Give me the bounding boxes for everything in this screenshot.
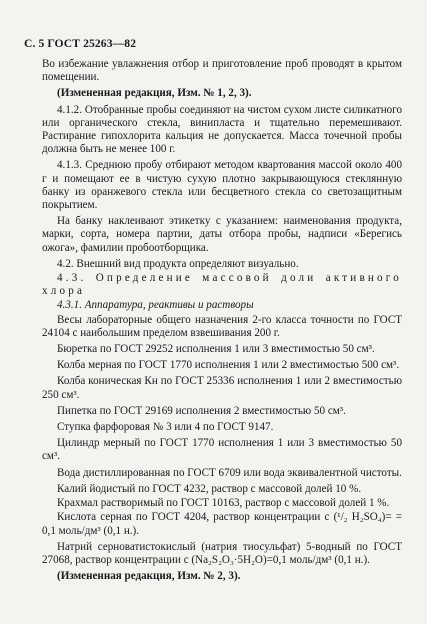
paragraph: На банку наклеивают этикетку с указанием: наименования продукта, марки, сорта, номера партии, даты отбора пробы, надписи «Берегись ожога», фамилии пробоотборщика. [42, 215, 402, 254]
list-item: Кислота серная по ГОСТ 4204, раствор концентрации с (¹/₂ H₂SO₄)= = 0,1 моль/дм³ (0,1 н.). [42, 511, 402, 537]
clause-4-3-heading: 4.3. Определение массовой доли активного хлора [42, 272, 402, 298]
list-item: Весы лабораторные общего назначения 2-го класса точности по ГОСТ 24104 с наибольшим пределом взвешивания 200 г. [42, 313, 402, 339]
list-item: Колба коническая Кн по ГОСТ 25336 исполнения 1 или 2 вместимостью 250 см³. [42, 375, 402, 401]
list-item: Колба мерная по ГОСТ 1770 исполнения 1 или 2 вместимостью 500 см³. [57, 359, 400, 372]
page-body [42, 58, 402, 583]
list-item: Натрий серноватистокислый (натрия тиосульфат) 5-водный по ГОСТ 27068, раствор концентрации с (Na₂S₂O₃·5H₂O)=0,1 моль/дм³ (0,1 н.). [42, 540, 402, 566]
amendment-note: (Измененная редакция, Изм. № 2, 3). [57, 570, 241, 583]
paragraph: Во избежание увлажнения отбор и приготовление проб проводят в крытом помещении. [42, 58, 402, 84]
list-item: Калий йодистый по ГОСТ 4232, раствор с массовой долей 10 %. [57, 482, 362, 495]
clause-4-1-3: 4.1.3. Среднюю пробу отбирают методом квартования массой около 400 г и помещают ее в чистую сухую плотно закрывающуюся стеклянную банку из оранжевого стекла или бесцветного стекла со светозащитным покрытием. [42, 159, 402, 212]
clause-4-2: 4.2. Внешний вид продукта определяют визуально. [57, 257, 299, 270]
list-item: Цилиндр мерный по ГОСТ 1770 исполнения 1 или 3 вместимостью 50 см³. [42, 437, 402, 463]
list-item: Бюретка по ГОСТ 29252 исполнения 1 или 3 вместимостью 50 см³. [57, 343, 375, 356]
list-item: Ступка фарфоровая № 3 или 4 по ГОСТ 9147. [57, 421, 274, 434]
clause-4-1-2: 4.1.2. Отобранные пробы соединяют на чистом сухом листе силикатного или органического стекла, винипласта и тщательно перемешивают. Растирание гипохлорита кальция не допускается. Масса точечной пробы должна быть не менее 100 г. [42, 103, 402, 156]
page-header: С. 5 ГОСТ 25263—82 [24, 37, 137, 50]
clause-4-3-1-heading: 4.3.1. Аппаратура, реактивы и растворы [57, 299, 254, 312]
amendment-note: (Измененная редакция, Изм. № 1, 2, 3). [57, 87, 252, 100]
list-item: Вода дистиллированная по ГОСТ 6709 или вода эквивалентной чистоты. [57, 466, 402, 479]
list-item: Пипетка по ГОСТ 29169 исполнения 2 вместимостью 50 см³. [57, 404, 346, 417]
list-item: Крахмал растворимый по ГОСТ 10163, раствор с массовой долей 1 %. [57, 497, 390, 510]
